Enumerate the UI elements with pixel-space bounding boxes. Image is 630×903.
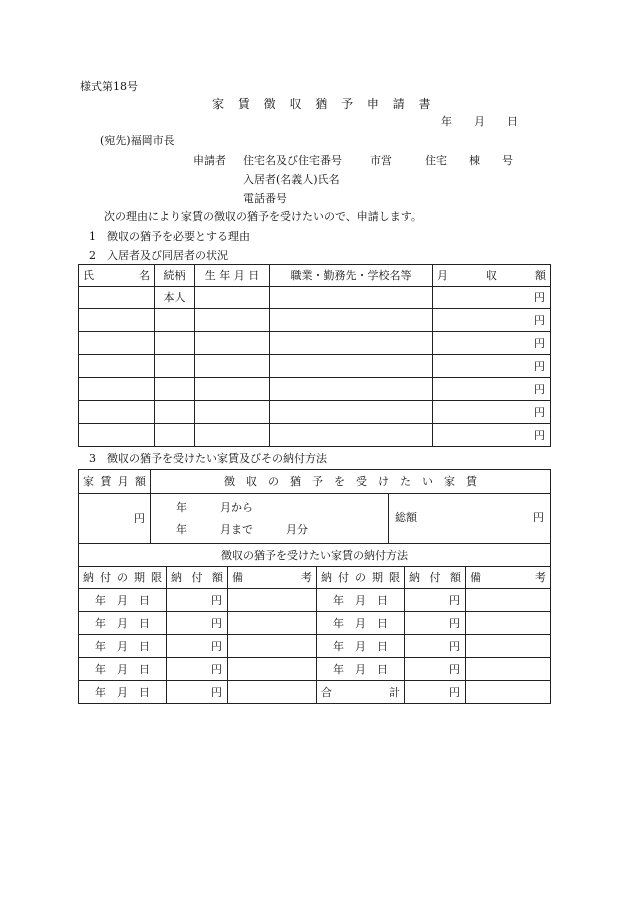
header-amount-right: 納付額: [405, 567, 466, 589]
section-3-heading: 3 徴収の猶予を受けたい家賃及びその納付方法: [89, 452, 327, 465]
due-date-cell[interactable]: 年 月 日: [317, 635, 405, 658]
header-remarks-right: 備 考: [466, 567, 551, 589]
relation-cell[interactable]: [155, 424, 195, 447]
income-cell[interactable]: 円: [433, 424, 551, 447]
period-cell[interactable]: [151, 494, 389, 544]
table-row: [79, 401, 551, 424]
remarks-cell[interactable]: [228, 589, 317, 612]
rent-month-label: 家賃月額: [79, 470, 151, 494]
form-title: 家 賃 徴 収 猶 予 申 請 書: [212, 97, 436, 111]
amount-cell[interactable]: 円: [405, 612, 466, 635]
remarks-cell[interactable]: [466, 589, 551, 612]
payment-method-title: 徴収の猶予を受けたい家賃の納付方法: [79, 544, 551, 567]
relation-cell[interactable]: [155, 355, 195, 378]
income-cell[interactable]: 円: [433, 309, 551, 332]
remarks-cell[interactable]: [466, 635, 551, 658]
header-name: 氏 名: [79, 265, 155, 287]
amount-cell[interactable]: 円: [167, 589, 228, 612]
header-occupation: 職業・勤務先・学校名等: [270, 265, 433, 287]
name-cell[interactable]: [79, 332, 155, 355]
name-cell[interactable]: [79, 378, 155, 401]
table-row: [79, 681, 551, 704]
due-date-cell[interactable]: 年 月 日: [79, 681, 167, 704]
deferred-rent-table: [78, 469, 551, 544]
income-cell[interactable]: 円: [433, 378, 551, 401]
occupation-cell[interactable]: [270, 424, 433, 447]
header-due-date-left: 納付の期限: [79, 567, 167, 589]
due-date-cell[interactable]: 年 月 日: [79, 658, 167, 681]
birthdate-cell[interactable]: [195, 355, 270, 378]
addressee: (宛先)福岡市長: [100, 134, 175, 147]
phone-label: 電話番号: [243, 192, 287, 205]
due-date-cell[interactable]: 年 月 日: [79, 589, 167, 612]
resident-name-label: 入居者(名義人)氏名: [243, 173, 340, 186]
income-cell[interactable]: 円: [433, 287, 551, 309]
relation-cell[interactable]: [155, 309, 195, 332]
section-2-heading: 2 入居者及び同居者の状況: [89, 249, 228, 262]
relation-cell[interactable]: [155, 378, 195, 401]
occupation-cell[interactable]: [270, 309, 433, 332]
remarks-cell[interactable]: [228, 635, 317, 658]
due-date-cell[interactable]: 年 月 日: [317, 658, 405, 681]
period-from: 年 月から: [176, 500, 253, 514]
table-row: [79, 589, 551, 612]
table-row: [79, 309, 551, 332]
occupation-cell[interactable]: [270, 378, 433, 401]
birthdate-cell[interactable]: [195, 401, 270, 424]
address-label: 住宅名及び住宅番号: [243, 154, 342, 167]
table-row: [79, 635, 551, 658]
remarks-cell[interactable]: [228, 612, 317, 635]
table-row: [79, 424, 551, 447]
deferred-rent-label: 徴 収 の 猶 予 を 受 け た い 家 賃: [151, 470, 551, 494]
occupation-cell[interactable]: [270, 287, 433, 309]
remarks-cell[interactable]: [466, 612, 551, 635]
occupation-cell[interactable]: [270, 355, 433, 378]
address-value: 市営 住宅 棟 号: [370, 154, 513, 167]
total-yen: 円: [533, 511, 544, 524]
table-row: [79, 355, 551, 378]
name-cell[interactable]: [79, 287, 155, 309]
remarks-cell[interactable]: [228, 681, 317, 704]
remarks-cell[interactable]: [466, 658, 551, 681]
remarks-cell[interactable]: [228, 658, 317, 681]
due-date-cell[interactable]: 年 月 日: [317, 612, 405, 635]
table-row: [79, 612, 551, 635]
intro-text: 次の理由により家賃の徴収の猶予を受けたいので、申請します。: [104, 210, 422, 223]
table-row: [79, 658, 551, 681]
amount-cell[interactable]: 円: [405, 589, 466, 612]
table-row: [79, 332, 551, 355]
birthdate-cell[interactable]: [195, 287, 270, 309]
due-date-cell[interactable]: 年 月 日: [79, 635, 167, 658]
header-relation: 続柄: [155, 265, 195, 287]
occupation-cell[interactable]: [270, 332, 433, 355]
name-cell[interactable]: [79, 355, 155, 378]
amount-cell[interactable]: 円: [167, 681, 228, 704]
relation-cell[interactable]: 本人: [155, 287, 195, 309]
income-cell[interactable]: 円: [433, 355, 551, 378]
header-monthly-income: 月 収 額: [433, 265, 551, 287]
name-cell[interactable]: [79, 424, 155, 447]
header-due-date-right: 納付の期限: [317, 567, 405, 589]
header-birthdate: 生 年 月 日: [195, 265, 270, 287]
income-cell[interactable]: 円: [433, 332, 551, 355]
residents-table: [78, 264, 551, 447]
date-line: 年 月 日: [441, 115, 518, 128]
payment-method-table: [78, 543, 551, 704]
amount-cell[interactable]: 円: [167, 612, 228, 635]
name-cell[interactable]: [79, 309, 155, 332]
total-cell[interactable]: [389, 494, 551, 544]
relation-cell[interactable]: [155, 401, 195, 424]
due-date-cell[interactable]: 年 月 日: [317, 589, 405, 612]
grand-total-label: 合 計: [317, 681, 405, 704]
remarks-cell[interactable]: [466, 681, 551, 704]
total-label: 総額: [395, 511, 417, 524]
amount-cell[interactable]: 円: [405, 635, 466, 658]
income-cell[interactable]: 円: [433, 401, 551, 424]
header-amount-left: 納付額: [167, 567, 228, 589]
amount-cell[interactable]: 円: [167, 635, 228, 658]
table-row: [79, 287, 551, 309]
applicant-label: 申請者: [193, 154, 226, 167]
occupation-cell[interactable]: [270, 401, 433, 424]
due-date-cell[interactable]: 年 月 日: [79, 612, 167, 635]
amount-cell[interactable]: 円: [405, 658, 466, 681]
table-row: [79, 378, 551, 401]
grand-total-cell[interactable]: 円: [405, 681, 466, 704]
form-number: 様式第18号: [80, 80, 138, 93]
birthdate-cell[interactable]: [195, 332, 270, 355]
birthdate-cell[interactable]: [195, 309, 270, 332]
period-until: 年 月まで 月分: [176, 522, 308, 536]
birthdate-cell[interactable]: [195, 424, 270, 447]
amount-cell[interactable]: 円: [167, 658, 228, 681]
header-remarks-left: 備 考: [228, 567, 317, 589]
relation-cell[interactable]: [155, 332, 195, 355]
section-1-heading: 1 徴収の猶予を必要とする理由: [89, 230, 250, 243]
birthdate-cell[interactable]: [195, 378, 270, 401]
name-cell[interactable]: [79, 401, 155, 424]
rent-month-cell[interactable]: 円: [79, 494, 151, 544]
